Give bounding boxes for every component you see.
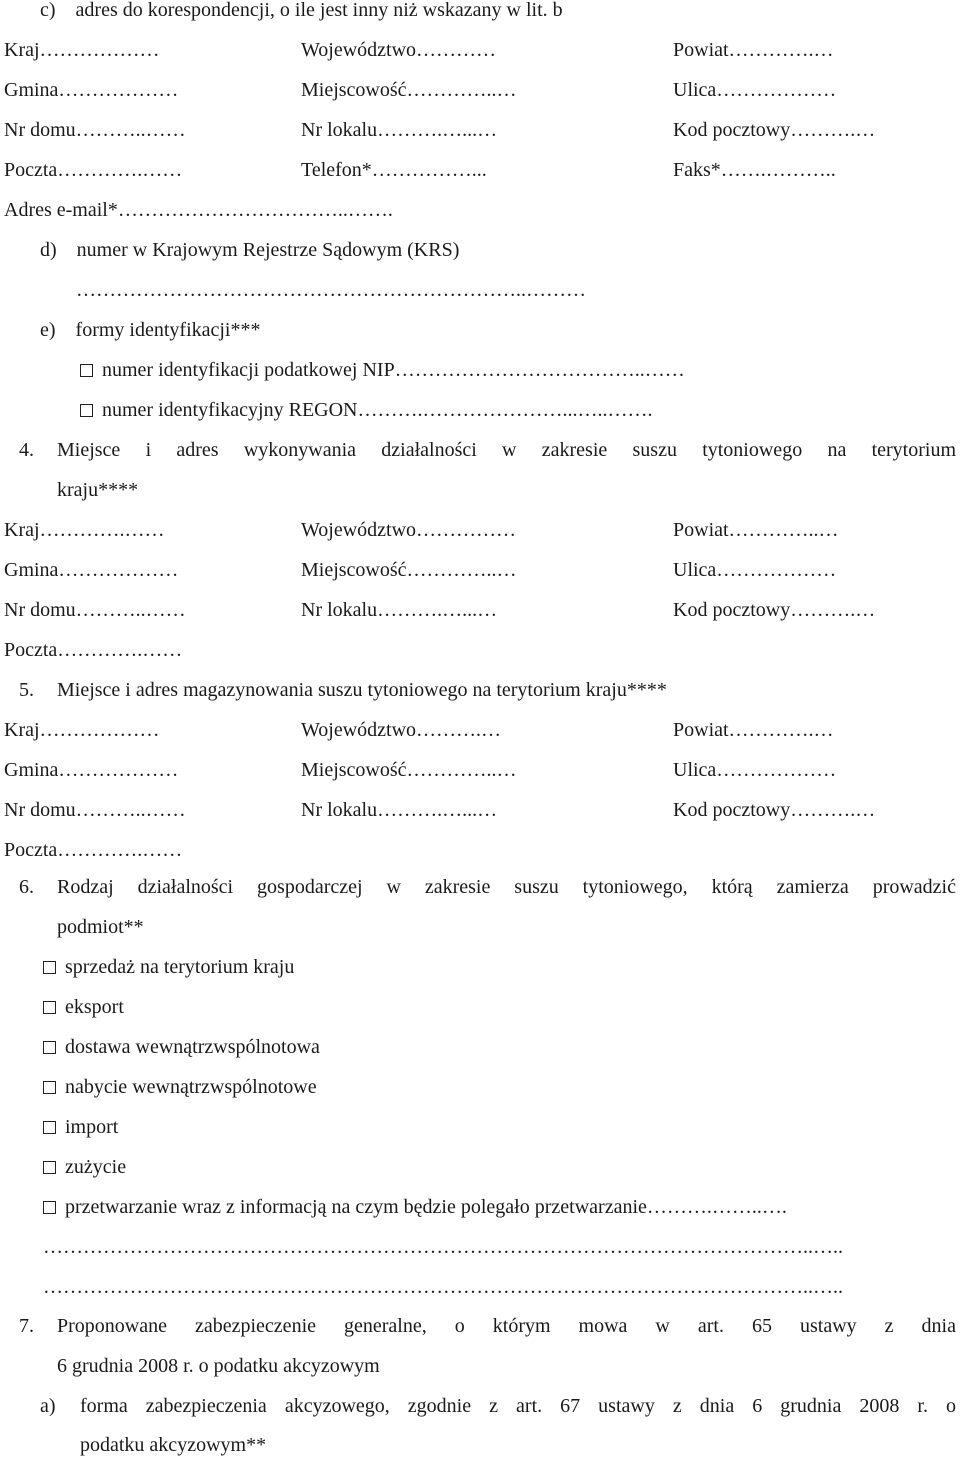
field-powiat[interactable]: Powiat………….… — [673, 39, 834, 61]
krs-heading — [0, 230, 960, 270]
identification-heading — [0, 310, 960, 350]
option-row — [0, 1147, 960, 1187]
nip-row — [0, 350, 960, 390]
field-telefon[interactable]: Telefon*……………... — [301, 159, 487, 181]
section-4-title-line1: Miejsce i adres wykonywania działalności w zakresie suszu tytoniowego na terytorium — [57, 439, 956, 461]
section-7-title-line1: Proponowane zabezpieczenie generalne, o którym mowa w art. 65 ustawy z dnia — [57, 1315, 956, 1337]
field-email[interactable]: Adres e-mail*……………………………..……. — [4, 199, 393, 221]
s4-field-poczta[interactable]: Poczta………….…… — [4, 639, 183, 661]
s5-field-kraj[interactable]: Kraj……………… — [4, 719, 160, 741]
option-label: dostawa wewnątrzwspólnotowa — [65, 1036, 320, 1058]
section-6-heading-cont — [0, 907, 960, 947]
section-5-heading — [0, 670, 960, 710]
section-4-heading-cont — [0, 470, 960, 510]
address-row-1 — [0, 30, 960, 70]
processing-dots-row — [0, 1267, 960, 1307]
s4-address-row-1 — [0, 510, 960, 550]
nip-label: numer identyfikacji podatkowej NIP………………………………..…… — [102, 359, 685, 381]
section-6-title-line2: podmiot** — [57, 916, 144, 938]
s4-field-gmina[interactable]: Gmina……………… — [4, 559, 179, 581]
section-6-heading — [0, 867, 960, 907]
regon-checkbox[interactable] — [80, 404, 93, 417]
field-krs[interactable]: …………………………………………………………..……… — [76, 279, 586, 301]
s5-field-poczta[interactable]: Poczta………….…… — [4, 839, 183, 861]
section-5-title: Miejsce i adres magazynowania suszu tytoniowego na terytorium kraju**** — [57, 679, 667, 701]
s4-field-kraj[interactable]: Kraj………….…… — [4, 519, 165, 541]
s5-field-wojewodztwo[interactable]: Województwo……….… — [301, 719, 502, 741]
nip-checkbox[interactable] — [80, 364, 93, 377]
section-7a-heading — [0, 1386, 960, 1426]
s5-field-nr-lokalu[interactable]: Nr lokalu……….…...… — [301, 799, 498, 821]
option-label: przetwarzanie wraz z informacją na czym będzie polegało przetwarzanie……….……..…. — [65, 1196, 787, 1218]
krs-row — [0, 270, 960, 310]
field-kraj[interactable]: Kraj……………… — [4, 39, 160, 61]
option-checkbox-sprzedaz[interactable] — [43, 961, 56, 974]
option-row — [0, 1107, 960, 1147]
s4-field-kod-pocztowy[interactable]: Kod pocztowy……….… — [673, 599, 876, 621]
section-4-title-line2: kraju**** — [57, 479, 139, 501]
address-row-4 — [0, 150, 960, 190]
email-row — [0, 190, 960, 230]
s4-field-ulica[interactable]: Ulica……………… — [673, 559, 837, 581]
option-label: zużycie — [65, 1156, 127, 1178]
section-4-number: 4. — [19, 439, 34, 461]
field-gmina[interactable]: Gmina……………… — [4, 79, 179, 101]
s5-address-row-4 — [0, 830, 960, 870]
section-7-title-line2: 6 grudnia 2008 r. o podatku akcyzowym — [57, 1355, 380, 1377]
option-checkbox-eksport[interactable] — [43, 1001, 56, 1014]
option-row — [0, 987, 960, 1027]
s4-field-nr-lokalu[interactable]: Nr lokalu……….…...… — [301, 599, 498, 621]
option-row — [0, 947, 960, 987]
section-7a-line2: podatku akcyzowym** — [80, 1434, 267, 1456]
processing-dots-row — [0, 1227, 960, 1267]
field-kod-pocztowy[interactable]: Kod pocztowy……….… — [673, 119, 876, 141]
field-nr-lokalu[interactable]: Nr lokalu……….…...… — [301, 119, 498, 141]
field-nr-domu[interactable]: Nr domu………..…… — [4, 119, 186, 141]
processing-field-2[interactable]: ……………………………………………………………………………………………………..….. — [43, 1276, 843, 1298]
s5-address-row-2 — [0, 750, 960, 790]
option-label: eksport — [65, 996, 124, 1018]
s5-address-row-1 — [0, 710, 960, 750]
section-5-number: 5. — [19, 679, 34, 701]
s4-address-row-2 — [0, 550, 960, 590]
option-row — [0, 1187, 960, 1227]
option-checkbox-przetwarzanie[interactable] — [43, 1201, 56, 1214]
processing-field-1[interactable]: ……………………………………………………………………………………………………..….. — [43, 1236, 843, 1258]
s5-field-powiat[interactable]: Powiat………….… — [673, 719, 834, 741]
s4-field-wojewodztwo[interactable]: Województwo…………… — [301, 519, 517, 541]
s4-address-row-4 — [0, 630, 960, 670]
section-7a-label: a) — [40, 1395, 56, 1417]
s5-field-miejscowosc[interactable]: Miejscowość…………..… — [301, 759, 517, 781]
s4-address-row-3 — [0, 590, 960, 630]
s4-field-nr-domu[interactable]: Nr domu………..…… — [4, 599, 186, 621]
address-row-3 — [0, 110, 960, 150]
identification-label: e) formy identyfikacji*** — [40, 319, 261, 341]
option-checkbox-import[interactable] — [43, 1121, 56, 1134]
section-7a-line1: forma zabezpieczenia akcyzowego, zgodnie z art. 67 ustawy z dnia 6 grudnia 2008 r. o — [80, 1395, 956, 1417]
s5-address-row-3 — [0, 790, 960, 830]
s5-field-kod-pocztowy[interactable]: Kod pocztowy……….… — [673, 799, 876, 821]
section-7-heading — [0, 1306, 960, 1346]
option-label: nabycie wewnątrzwspólnotowe — [65, 1076, 317, 1098]
s4-field-powiat[interactable]: Powiat…………..… — [673, 519, 839, 541]
krs-label: d) numer w Krajowym Rejestrze Sądowym (KRS) — [40, 239, 460, 261]
option-label: import — [65, 1116, 119, 1138]
section-7-heading-cont — [0, 1346, 960, 1386]
section-3c-label: c) adres do korespondencji, o ile jest inny niż wskazany w lit. b — [40, 0, 563, 21]
s5-field-nr-domu[interactable]: Nr domu………..…… — [4, 799, 186, 821]
s4-field-miejscowosc[interactable]: Miejscowość…………..… — [301, 559, 517, 581]
regon-row — [0, 390, 960, 430]
section-4-heading — [0, 430, 960, 470]
option-row — [0, 1067, 960, 1107]
option-row — [0, 1027, 960, 1067]
field-wojewodztwo[interactable]: Województwo………… — [301, 39, 497, 61]
option-checkbox-nabycie[interactable] — [43, 1081, 56, 1094]
option-label: sprzedaż na terytorium kraju — [65, 956, 295, 978]
option-checkbox-dostawa[interactable] — [43, 1041, 56, 1054]
section-7-number: 7. — [19, 1315, 34, 1337]
field-faks[interactable]: Faks*…….……….. — [673, 159, 836, 181]
regon-label: numer identyfikacyjny REGON……….…………………...…..……. — [102, 399, 653, 421]
section-6-title-line1: Rodzaj działalności gospodarczej w zakresie suszu tytoniowego, którą zamierza prowadzić — [57, 876, 956, 898]
field-ulica[interactable]: Ulica……………… — [673, 79, 837, 101]
section-6-number: 6. — [19, 876, 34, 898]
field-miejscowosc[interactable]: Miejscowość…………..… — [301, 79, 517, 101]
section-7a-heading-cont — [0, 1425, 960, 1465]
option-checkbox-zuzycie[interactable] — [43, 1161, 56, 1174]
address-row-2 — [0, 70, 960, 110]
section-3c-heading — [0, 0, 960, 30]
s5-field-ulica[interactable]: Ulica……………… — [673, 759, 837, 781]
field-poczta[interactable]: Poczta………….…… — [4, 159, 183, 181]
s5-field-gmina[interactable]: Gmina……………… — [4, 759, 179, 781]
